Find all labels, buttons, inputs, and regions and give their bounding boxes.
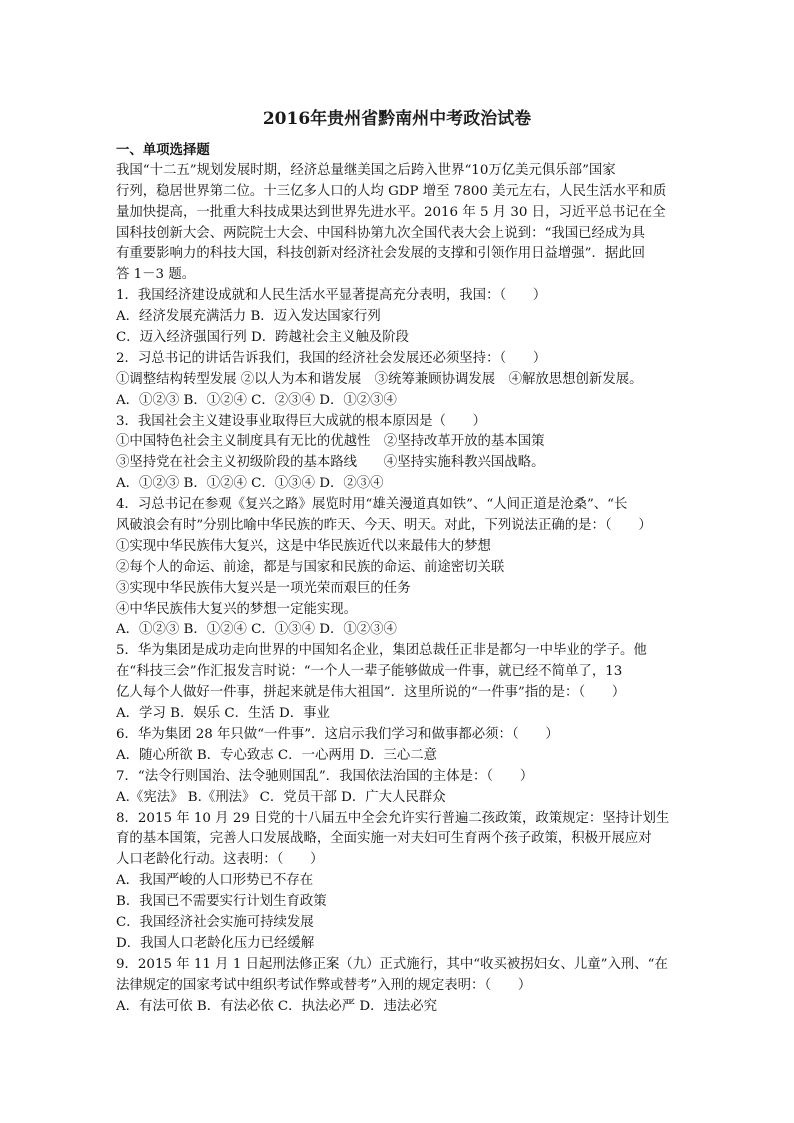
text-line: 育的基本国策，完善人口发展战略，全面实施一对夫妇可生育两个孩子政策，积极开展应对 <box>116 831 652 847</box>
text-line: A.《宪法》 B.《刑法》 C．党员干部 D．广大人民群众 <box>116 789 446 805</box>
text-line: 国科技创新大会、两院院士大会、中国科协第九次全国代表大会上说到：“我国已经成为具 <box>116 225 646 241</box>
text-line: ③坚持党在社会主义初级阶段的基本路线 ④坚持实施科教兴国战略。 <box>116 455 545 471</box>
text-line: 在“科技三会”作汇报发言时说：“一个人一辈子能够做成一件事，就已经不简单了，13 <box>116 664 623 680</box>
text-line: 量加快提高，一批重大科技成果达到世界先进水平。2016 年 5 月 30 日，习近平总书记在全 <box>116 204 666 220</box>
text-line: ①实现中华民族伟大复兴，这是中华民族近代以来最伟大的梦想 <box>116 538 491 554</box>
text-line: A．我国严峻的人口形势已不存在 <box>116 873 314 889</box>
text-line: A．学习 B．娱乐 C．生活 D．事业 <box>116 706 330 722</box>
text-line: 有重要影响力的科技大国，科技创新对经济社会发展的支撑和引领作用日益增强”．据此回 <box>116 246 646 262</box>
text-line: 3．我国社会主义建设事业取得巨大成就的根本原因是（ ） <box>116 413 487 429</box>
section-heading: 一、单项选择题 <box>116 142 210 158</box>
text-line: A．随心所欲 B．专心致志 C．一心两用 D．三心二意 <box>116 747 438 763</box>
text-line: ④中华民族伟大复兴的梦想一定能实现。 <box>116 601 358 617</box>
exam-content <box>116 140 678 1017</box>
text-line: 8．2015 年 10 月 29 日党的十八届五中全会允许实行普遍二孩政策，政策规定：坚持计划生 <box>116 810 670 826</box>
text-line: D．我国人口老龄化压力已经缓解 <box>116 935 315 951</box>
text-line: 人口老龄化行动。这表明：（ ） <box>116 852 324 868</box>
text-line: 法律规定的国家考试中组织考试作弊或替考”入刑的规定表明：（ ） <box>116 977 532 993</box>
text-line: 1．我国经济建设成就和人民生活水平显著提高充分表明，我国：（ ） <box>116 288 547 304</box>
text-line: C．迈入经济强国行列 D．跨越社会主义触及阶段 <box>116 330 410 346</box>
text-line: 6．华为集团 28 年只做“一件事”．这启示我们学习和做事都必须：（ ） <box>116 726 559 742</box>
text-line: A．经济发展充满活力 B．迈入发达国家行列 <box>116 309 381 325</box>
text-line: 行列，稳居世界第二位。十三亿多人口的人均 GDP 增至 7800 美元左右，人民生活水平和质 <box>116 183 667 199</box>
text-line: 风破浪会有时”分别比喻中华民族的昨天、今天、明天。对此，下列说法正确的是：（ ） <box>116 518 652 534</box>
text-line: 亿人每个人做好一件事，拼起来就是伟大祖国”．这里所说的“一件事”指的是：（ ） <box>116 685 626 701</box>
text-line: 答 1－3 题。 <box>116 267 196 283</box>
text-line: 2．习总书记的讲话告诉我们，我国的经济社会发展还必须坚持：（ ） <box>116 350 547 366</box>
text-line: C．我国经济社会实施可持续发展 <box>116 914 314 930</box>
page-title: 2016年贵州省黔南州中考政治试卷 <box>262 109 532 129</box>
text-line: ①中国特色社会主义制度具有无比的优越性 ②坚持改革开放的基本国策 <box>116 434 545 450</box>
text-line: A．有法可依 B．有法必依 C．执法必严 D．违法必究 <box>116 998 438 1014</box>
text-line: A．①②③ B．①②④ C．①③④ D．②③④ <box>116 476 384 492</box>
text-line: B．我国已不需要实行计划生育政策 <box>116 894 327 910</box>
text-line: 4．习总书记在参观《复兴之路》展览时用“雄关漫道真如铁”、“人间正道是沧桑”、“长 <box>116 497 628 513</box>
text-line: ①调整结构转型发展 ②以人为本和谐发展 ③统筹兼顾协调发展 ④解放思想创新发展。 <box>116 371 643 387</box>
text-line: ②每个人的命运、前途，都是与国家和民族的命运、前途密切关联 <box>116 559 505 575</box>
text-line: ③实现中华民族伟大复兴是一项光荣而艰巨的任务 <box>116 580 411 596</box>
text-line: A．①②③ B．①②④ C．②③④ D．①②③④ <box>116 392 397 408</box>
text-line: 我国“十二五”规划发展时期，经济总量继美国之后跨入世界“10万亿美元俱乐部”国家 <box>116 162 616 178</box>
text-line: 5．华为集团是成功走向世界的中国知名企业，集团总裁任正非是都匀一中毕业的学子。他 <box>116 643 647 659</box>
text-line: 9．2015 年 11 月 1 日起刑法修正案（九）正式施行，其中“收买被拐妇女、儿童”入刑、“在 <box>116 956 668 972</box>
text-line: 7．“法令行则国治、法令驰则国乱”．我国依法治国的主体是：（ ） <box>116 768 534 784</box>
text-line: A．①②③ B．①②④ C．①③④ D．①②③④ <box>116 622 397 638</box>
